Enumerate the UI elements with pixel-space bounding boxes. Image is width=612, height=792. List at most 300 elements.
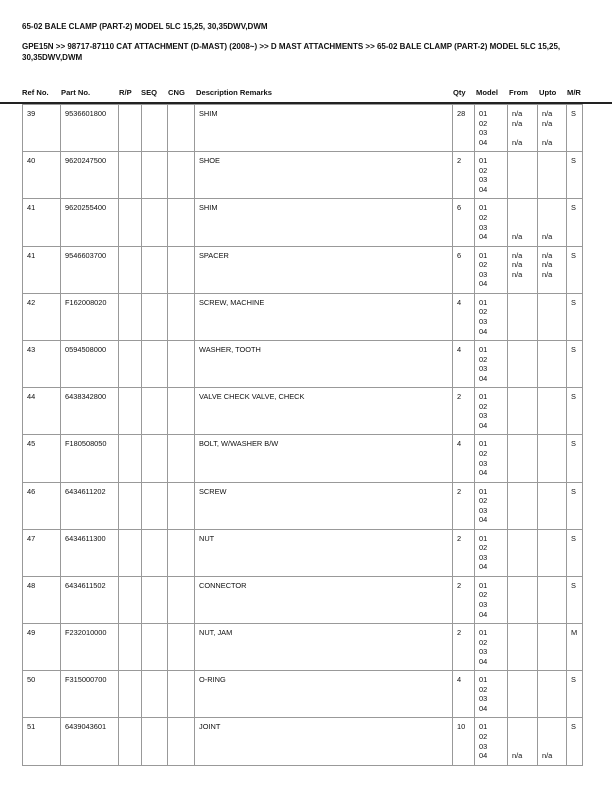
table-row <box>23 435 583 482</box>
model-line: 01 <box>479 722 488 732</box>
from-line <box>512 203 534 213</box>
qty: 4 <box>453 293 475 340</box>
from-line <box>512 175 534 185</box>
from <box>508 199 538 246</box>
upto-line <box>542 638 563 648</box>
qty: 4 <box>453 340 475 387</box>
model-line: 01 <box>479 250 488 260</box>
upto-line <box>542 392 563 402</box>
upto-line <box>542 675 563 685</box>
cng-cell <box>168 576 195 623</box>
qty: 6 <box>453 246 475 293</box>
table-row <box>23 293 583 340</box>
upto-line <box>542 175 563 185</box>
model-line: 01 <box>479 439 488 449</box>
header-mr: M/R <box>567 88 581 97</box>
from-line <box>512 411 534 421</box>
model <box>475 529 508 576</box>
from-line <box>512 439 534 449</box>
from-line <box>512 590 534 600</box>
rp-cell <box>119 105 142 152</box>
header-ref: Ref No. <box>22 88 49 97</box>
model-line: 03 <box>479 458 488 468</box>
from-line: n/a <box>512 118 523 128</box>
model-line: 02 <box>479 496 488 506</box>
upto-line <box>542 647 563 657</box>
model-line: 04 <box>479 609 488 619</box>
seq-cell <box>142 340 168 387</box>
upto <box>538 671 567 718</box>
upto-line <box>542 298 563 308</box>
upto-line <box>542 317 563 327</box>
upto-line <box>542 722 563 732</box>
qty: 4 <box>453 435 475 482</box>
qty: 2 <box>453 624 475 671</box>
qty: 2 <box>453 529 475 576</box>
qty: 2 <box>453 576 475 623</box>
ref-no: 39 <box>23 105 61 152</box>
from-line <box>512 355 534 365</box>
from-line <box>512 657 534 667</box>
table-row <box>23 718 583 765</box>
from-line <box>512 402 534 412</box>
model-line: 02 <box>479 165 488 175</box>
from-line <box>512 581 534 591</box>
model-line: 04 <box>479 515 488 525</box>
header-desc: Description Remarks <box>196 88 272 97</box>
cng-cell <box>168 529 195 576</box>
qty: 2 <box>453 388 475 435</box>
seq-cell <box>142 105 168 152</box>
upto-line <box>542 610 563 620</box>
from-line <box>512 600 534 610</box>
from-line <box>512 298 534 308</box>
model-line: 03 <box>479 411 488 421</box>
from-line <box>512 732 534 742</box>
table-row <box>23 340 583 387</box>
rp-cell <box>119 293 142 340</box>
model-line: 02 <box>479 401 488 411</box>
upto-line <box>542 203 563 213</box>
model-line: 03 <box>479 364 488 374</box>
rp-cell <box>119 482 142 529</box>
upto-line <box>542 628 563 638</box>
from-line: n/a <box>512 109 523 118</box>
ref-no: 51 <box>23 718 61 765</box>
upto <box>538 435 567 482</box>
model <box>475 199 508 246</box>
from-line <box>512 685 534 695</box>
upto-line <box>542 439 563 449</box>
description: BOLT, W/WASHER B/W <box>195 435 453 482</box>
from-line <box>512 156 534 166</box>
description: O-RING <box>195 671 453 718</box>
upto-line: n/a <box>542 751 553 761</box>
from-line <box>512 496 534 506</box>
model-line: 02 <box>479 118 488 128</box>
qty: 10 <box>453 718 475 765</box>
upto-line: n/a <box>542 250 553 260</box>
upto-line <box>542 421 563 431</box>
from <box>508 152 538 199</box>
from-line <box>512 553 534 563</box>
from <box>508 482 538 529</box>
model-line: 04 <box>479 704 488 714</box>
seq-cell <box>142 624 168 671</box>
qty: 28 <box>453 105 475 152</box>
from-line <box>512 327 534 337</box>
seq-cell <box>142 718 168 765</box>
header-part: Part No. <box>61 88 91 97</box>
model-line: 04 <box>479 468 488 478</box>
upto <box>538 529 567 576</box>
rp-cell <box>119 388 142 435</box>
model-line: 01 <box>479 580 488 590</box>
upto-line <box>542 581 563 591</box>
model-line: 02 <box>479 590 488 600</box>
model-line: 04 <box>479 184 488 194</box>
upto-line <box>542 515 563 525</box>
description: NUT, JAM <box>195 624 453 671</box>
seq-cell <box>142 529 168 576</box>
from <box>508 435 538 482</box>
model-line: 04 <box>479 656 488 666</box>
model-line: 04 <box>479 751 488 761</box>
mr: S <box>567 340 583 387</box>
cng-cell <box>168 199 195 246</box>
from-line <box>512 374 534 384</box>
header-rp: R/P <box>119 88 132 97</box>
upto-line <box>542 213 563 223</box>
table-row <box>23 529 583 576</box>
from-line: n/a <box>512 260 523 270</box>
upto-line <box>542 506 563 516</box>
model-line: 03 <box>479 600 488 610</box>
upto <box>538 340 567 387</box>
model-line: 03 <box>479 128 488 138</box>
cng-cell <box>168 340 195 387</box>
model <box>475 718 508 765</box>
description: SCREW <box>195 482 453 529</box>
upto-line <box>542 694 563 704</box>
description: SHIM <box>195 199 453 246</box>
table-row <box>23 624 583 671</box>
upto <box>538 482 567 529</box>
description: JOINT <box>195 718 453 765</box>
from-line <box>512 647 534 657</box>
model-line: 02 <box>479 260 488 270</box>
upto <box>538 152 567 199</box>
ref-no: 43 <box>23 340 61 387</box>
upto-line <box>542 732 563 742</box>
description: SHOE <box>195 152 453 199</box>
from-line <box>512 534 534 544</box>
upto-line <box>542 128 563 138</box>
from-line <box>512 638 534 648</box>
part-no: F232010000 <box>61 624 119 671</box>
mr: M <box>567 624 583 671</box>
model <box>475 293 508 340</box>
seq-cell <box>142 435 168 482</box>
upto-line <box>542 279 563 289</box>
mr: S <box>567 199 583 246</box>
upto-line: n/a <box>542 109 553 118</box>
header-qty: Qty <box>453 88 466 97</box>
model-line: 01 <box>479 203 488 213</box>
seq-cell <box>142 388 168 435</box>
from <box>508 624 538 671</box>
from-line: n/a <box>512 232 523 242</box>
rp-cell <box>119 671 142 718</box>
rp-cell <box>119 624 142 671</box>
model-line: 04 <box>479 232 488 242</box>
table-row <box>23 482 583 529</box>
upto <box>538 293 567 340</box>
upto-line: n/a <box>542 137 553 147</box>
mr: S <box>567 246 583 293</box>
ref-no: 46 <box>23 482 61 529</box>
ref-no: 44 <box>23 388 61 435</box>
mr: S <box>567 388 583 435</box>
rp-cell <box>119 246 142 293</box>
from <box>508 105 538 152</box>
table-row <box>23 671 583 718</box>
upto-line <box>542 327 563 337</box>
model-line: 02 <box>479 212 488 222</box>
part-no: 9536601800 <box>61 105 119 152</box>
model-line: 02 <box>479 448 488 458</box>
description: NUT <box>195 529 453 576</box>
upto-line <box>542 355 563 365</box>
from-line <box>512 742 534 752</box>
upto <box>538 199 567 246</box>
from <box>508 246 538 293</box>
description: SHIM <box>195 105 453 152</box>
from-line <box>512 213 534 223</box>
from-line <box>512 694 534 704</box>
rp-cell <box>119 152 142 199</box>
from-line: n/a <box>512 751 523 761</box>
cng-cell <box>168 152 195 199</box>
model-line: 03 <box>479 222 488 232</box>
description: SPACER <box>195 246 453 293</box>
upto-line <box>542 156 563 166</box>
from-line <box>512 610 534 620</box>
model-line: 03 <box>479 647 488 657</box>
model <box>475 246 508 293</box>
model-line: 03 <box>479 316 488 326</box>
page-title: 65-02 BALE CLAMP (PART-2) MODEL 5LC 15,25, 30,35DWV,DWM <box>22 22 268 31</box>
model <box>475 482 508 529</box>
upto-line <box>542 374 563 384</box>
seq-cell <box>142 152 168 199</box>
upto-line <box>542 534 563 544</box>
seq-cell <box>142 199 168 246</box>
mr: S <box>567 105 583 152</box>
model-line: 01 <box>479 392 488 402</box>
model-line: 01 <box>479 628 488 638</box>
from-line <box>512 392 534 402</box>
description: SCREW, MACHINE <box>195 293 453 340</box>
mr: S <box>567 529 583 576</box>
upto-line <box>542 487 563 497</box>
model-line: 01 <box>479 156 488 166</box>
model-line: 04 <box>479 279 488 289</box>
description: VALVE CHECK VALVE, CHECK <box>195 388 453 435</box>
seq-cell <box>142 671 168 718</box>
upto-line <box>542 553 563 563</box>
ref-no: 50 <box>23 671 61 718</box>
seq-cell <box>142 482 168 529</box>
from-line <box>512 185 534 195</box>
from-line: n/a <box>512 137 523 147</box>
from-line <box>512 506 534 516</box>
mr: S <box>567 576 583 623</box>
header-seq: SEQ <box>141 88 158 97</box>
breadcrumb: GPE15N >> 98717-87110 CAT ATTACHMENT (D-MAST) (2008~) >> D MAST ATTACHMENTS >> 65-02 BALE CLAMP (PART-2) MODEL 5LC 15,25, 30,35DWV,DWM <box>22 42 561 62</box>
model-line: 03 <box>479 175 488 185</box>
upto-line <box>542 543 563 553</box>
table-row <box>23 576 583 623</box>
ref-no: 48 <box>23 576 61 623</box>
ref-no: 49 <box>23 624 61 671</box>
model <box>475 340 508 387</box>
model <box>475 624 508 671</box>
part-no: F180508050 <box>61 435 119 482</box>
part-no: F315000700 <box>61 671 119 718</box>
model <box>475 576 508 623</box>
header-upto: Upto <box>539 88 557 97</box>
model-line: 01 <box>479 344 488 354</box>
upto <box>538 246 567 293</box>
upto-line: n/a <box>542 118 553 128</box>
description: CONNECTOR <box>195 576 453 623</box>
qty: 4 <box>453 671 475 718</box>
model-line: 01 <box>479 533 488 543</box>
from-line <box>512 722 534 732</box>
model-line: 03 <box>479 505 488 515</box>
header-cng: CNG <box>168 88 185 97</box>
model-line: 02 <box>479 732 488 742</box>
mr: S <box>567 152 583 199</box>
ref-no: 41 <box>23 246 61 293</box>
from <box>508 718 538 765</box>
rp-cell <box>119 340 142 387</box>
mr: S <box>567 435 583 482</box>
part-no: 0594508000 <box>61 340 119 387</box>
ref-no: 42 <box>23 293 61 340</box>
rp-cell <box>119 529 142 576</box>
upto-line <box>542 742 563 752</box>
qty: 2 <box>453 482 475 529</box>
header-model: Model <box>476 88 498 97</box>
seq-cell <box>142 576 168 623</box>
from-line <box>512 459 534 469</box>
rp-cell <box>119 199 142 246</box>
from <box>508 388 538 435</box>
cng-cell <box>168 435 195 482</box>
model <box>475 105 508 152</box>
upto-line <box>542 562 563 572</box>
rp-cell <box>119 718 142 765</box>
part-no: 6434611300 <box>61 529 119 576</box>
ref-no: 45 <box>23 435 61 482</box>
from <box>508 576 538 623</box>
upto-line <box>542 345 563 355</box>
model-line: 01 <box>479 675 488 685</box>
ref-no: 41 <box>23 199 61 246</box>
part-no: F162008020 <box>61 293 119 340</box>
seq-cell <box>142 293 168 340</box>
cng-cell <box>168 293 195 340</box>
upto-line <box>542 600 563 610</box>
model <box>475 435 508 482</box>
model <box>475 152 508 199</box>
upto-line <box>542 468 563 478</box>
from-line <box>512 279 534 289</box>
upto-line <box>542 364 563 374</box>
cng-cell <box>168 246 195 293</box>
mr: S <box>567 718 583 765</box>
part-no: 6434611202 <box>61 482 119 529</box>
from <box>508 671 538 718</box>
ref-no: 47 <box>23 529 61 576</box>
cng-cell <box>168 388 195 435</box>
model-line: 02 <box>479 637 488 647</box>
mr: S <box>567 671 583 718</box>
from-line <box>512 704 534 714</box>
mr: S <box>567 482 583 529</box>
upto-line: n/a <box>542 232 553 242</box>
from-line <box>512 128 534 138</box>
qty: 6 <box>453 199 475 246</box>
part-no: 9546603700 <box>61 246 119 293</box>
part-no: 6439043601 <box>61 718 119 765</box>
cng-cell <box>168 105 195 152</box>
part-no: 6434611502 <box>61 576 119 623</box>
model-line: 01 <box>479 109 488 118</box>
from-line <box>512 543 534 553</box>
model-line: 03 <box>479 694 488 704</box>
model-line: 04 <box>479 326 488 336</box>
rp-cell <box>119 435 142 482</box>
upto-line <box>542 657 563 667</box>
part-no: 9620247500 <box>61 152 119 199</box>
upto-line <box>542 459 563 469</box>
model-line: 03 <box>479 552 488 562</box>
model-line: 02 <box>479 684 488 694</box>
cng-cell <box>168 718 195 765</box>
upto <box>538 624 567 671</box>
upto-line <box>542 704 563 714</box>
part-no: 9620255400 <box>61 199 119 246</box>
from-line <box>512 421 534 431</box>
from <box>508 293 538 340</box>
from-line <box>512 317 534 327</box>
from-line: n/a <box>512 250 523 260</box>
cng-cell <box>168 671 195 718</box>
model-line: 04 <box>479 562 488 572</box>
table-row <box>23 152 583 199</box>
rp-cell <box>119 576 142 623</box>
from-line <box>512 166 534 176</box>
model-line: 04 <box>479 420 488 430</box>
model <box>475 388 508 435</box>
table-row <box>23 246 583 293</box>
upto-line <box>542 307 563 317</box>
upto-line <box>542 402 563 412</box>
model-line: 03 <box>479 269 488 279</box>
